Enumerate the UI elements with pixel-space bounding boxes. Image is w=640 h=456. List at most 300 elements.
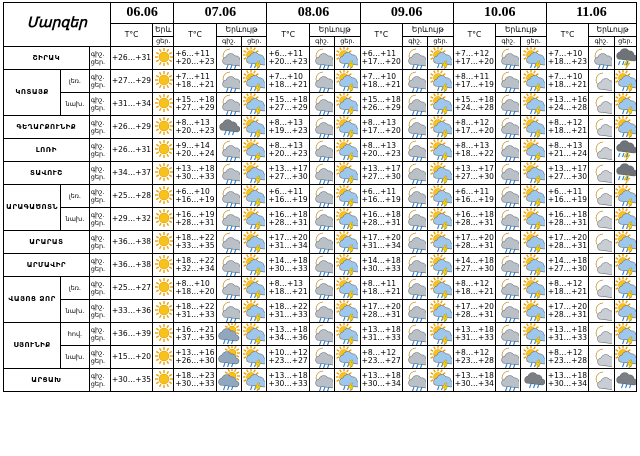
day-temp: +17…+20 — [454, 126, 494, 135]
day-temp: +28…+31 — [454, 218, 494, 227]
night-label: գիշ. — [90, 95, 105, 104]
night-temp: +13…+18 — [361, 324, 401, 334]
day-temp: +32…+34 — [175, 264, 215, 273]
temperature-range — [546, 208, 588, 231]
temperature-range — [360, 47, 402, 70]
moon-cloud-icon — [216, 300, 241, 323]
temperature-range — [267, 70, 309, 93]
sun-cloud-icon — [521, 277, 546, 300]
moon-cloud-icon — [309, 47, 334, 70]
sun-cloud-icon — [335, 208, 360, 231]
moon-cloud-icon — [309, 300, 334, 323]
sun-cloud-icon — [614, 208, 636, 231]
night-temp: +16…+18 — [547, 209, 588, 219]
moon-cloud-icon — [402, 93, 427, 116]
sun-cloud-icon — [614, 231, 636, 254]
sun-cloud-icon — [614, 70, 636, 93]
night-label: գիշ. — [90, 49, 105, 58]
day-temp: +25…+27 — [111, 282, 152, 292]
sun-cloud-icon — [335, 116, 360, 139]
sun-cloud-icon — [242, 208, 267, 231]
day-label: ցեր. — [90, 380, 106, 388]
moon-cloud-icon — [216, 162, 241, 185]
temperature-range — [546, 162, 588, 185]
day-night-labels — [89, 231, 110, 254]
moon-cloud-icon — [216, 185, 241, 208]
temperature-range — [453, 277, 495, 300]
temperature-range — [174, 323, 216, 346]
temperature-range — [267, 231, 309, 254]
night-subheader: գիշ. — [589, 37, 614, 47]
temperature-range — [546, 369, 588, 392]
temp-header: T°C — [110, 24, 152, 47]
sun-cloud-icon — [242, 323, 267, 346]
day-temp: +33…+35 — [175, 241, 215, 250]
moon-icon — [589, 346, 614, 369]
day-subheader: ցեր. — [153, 37, 174, 47]
night-temp: +16…+21 — [175, 324, 215, 334]
sun-icon — [153, 47, 174, 70]
day-temp: +28…+31 — [361, 218, 401, 227]
sun-cloud-icon — [521, 116, 546, 139]
table-row — [4, 346, 637, 369]
day-temp: +23…+27 — [361, 356, 401, 365]
moon-cloud-icon — [402, 47, 427, 70]
moon-cloud-icon — [309, 116, 334, 139]
day-temp: +28…+31 — [547, 310, 588, 319]
region-name: ԱՐԱԳԱԾՈՏՆ — [4, 185, 61, 231]
storm-icon — [614, 47, 636, 70]
temperature-range — [360, 254, 402, 277]
night-temp: +14…+18 — [454, 255, 494, 265]
temperature-range — [110, 231, 152, 254]
sun-cloud-icon — [614, 277, 636, 300]
cloud-sun-icon — [216, 346, 241, 369]
moon-cloud-icon — [402, 139, 427, 162]
sun-cloud-icon — [521, 300, 546, 323]
night-label: գիշ. — [90, 72, 105, 81]
sun-cloud-icon — [428, 231, 453, 254]
table-row — [4, 208, 637, 231]
night-temp: +8…+13 — [268, 117, 303, 127]
sun-cloud-icon — [335, 231, 360, 254]
day-night-labels — [89, 185, 110, 208]
night-temp: +8…+11 — [454, 71, 490, 81]
day-label: ցեր. — [90, 242, 106, 250]
night-temp: +8…+12 — [454, 278, 490, 288]
sun-cloud-icon — [428, 70, 453, 93]
sun-icon — [153, 70, 174, 93]
moon-icon — [589, 208, 614, 231]
day-temp: +23…+28 — [547, 356, 588, 365]
temperature-range — [267, 346, 309, 369]
temperature-range — [453, 346, 495, 369]
table-row — [4, 369, 637, 392]
night-temp: +17…+20 — [361, 301, 401, 311]
day-temp: +31…+33 — [175, 310, 215, 319]
day-temp: +29…+32 — [111, 213, 152, 223]
sun-cloud-icon — [428, 277, 453, 300]
day-temp: +24…+28 — [454, 103, 494, 112]
moon-cloud-icon — [402, 277, 427, 300]
day-temp: +30…+33 — [268, 264, 308, 273]
night-temp: +8…+12 — [361, 347, 396, 357]
temperature-range — [267, 277, 309, 300]
day-temp: +25…+28 — [111, 190, 152, 200]
cloud-sun-icon — [216, 323, 241, 346]
moon-cloud-icon — [496, 231, 521, 254]
cloud-icon — [216, 116, 241, 139]
day-night-labels — [89, 208, 110, 231]
moon-cloud-icon — [216, 208, 241, 231]
temperature-range — [267, 369, 309, 392]
night-temp: +9…+14 — [175, 140, 210, 150]
temperature-range — [546, 70, 588, 93]
sun-cloud-icon — [335, 277, 360, 300]
temperature-range — [267, 300, 309, 323]
day-temp: +24…+28 — [547, 103, 588, 112]
sun-cloud-icon — [521, 208, 546, 231]
temperature-range — [267, 139, 309, 162]
moon-cloud-icon — [496, 208, 521, 231]
night-label: գիշ. — [90, 371, 105, 380]
night-temp: +6…+11 — [268, 48, 303, 58]
temperature-range — [453, 116, 495, 139]
sun-icon — [153, 139, 174, 162]
night-temp: +13…+17 — [454, 163, 494, 173]
temperature-range — [453, 208, 495, 231]
sun-icon — [153, 277, 174, 300]
moon-cloud-icon — [402, 254, 427, 277]
day-temp: +31…+33 — [361, 333, 401, 342]
night-temp: +17…+20 — [268, 232, 308, 242]
temperature-range — [110, 162, 152, 185]
day-label: ցեր. — [90, 127, 106, 135]
sun-icon — [153, 208, 174, 231]
sun-cloud-icon — [242, 116, 267, 139]
zone-name: հով. — [61, 323, 90, 346]
temperature-range — [546, 346, 588, 369]
sun-cloud-icon — [428, 162, 453, 185]
moon-icon — [589, 139, 614, 162]
night-temp: +7…+12 — [454, 48, 490, 58]
day-temp: +20…+23 — [268, 149, 308, 158]
day-temp: +30…+33 — [175, 172, 215, 181]
day-subheader: ցեր. — [335, 37, 360, 47]
day-temp: +30…+33 — [361, 264, 401, 273]
night-subheader: գիշ. — [402, 37, 427, 47]
day-night-labels — [89, 116, 110, 139]
moon-cloud-icon — [216, 231, 241, 254]
moon-cloud-icon — [309, 70, 334, 93]
night-temp: +7…+10 — [268, 71, 303, 81]
table-row — [4, 277, 637, 300]
night-temp: +16…+18 — [361, 209, 401, 219]
temperature-range — [546, 323, 588, 346]
sun-cloud-icon — [428, 323, 453, 346]
moon-cloud-icon — [496, 116, 521, 139]
day-temp: +30…+35 — [111, 374, 152, 384]
day-temp: +27…+30 — [454, 264, 494, 273]
temperature-range — [453, 300, 495, 323]
day-temp: +28…+31 — [268, 218, 308, 227]
moon-cloud-icon — [216, 277, 241, 300]
moon-cloud-icon — [402, 346, 427, 369]
sun-cloud-icon — [335, 185, 360, 208]
day-label: ցեր. — [90, 58, 106, 66]
night-subheader: գիշ. — [496, 37, 521, 47]
night-label: գիշ. — [90, 348, 105, 357]
region-name: ՍՅՈՒՆԻՔ — [4, 323, 61, 369]
temperature-range — [110, 93, 152, 116]
day-temp: +23…+27 — [268, 356, 308, 365]
storm-icon — [614, 162, 636, 185]
table-row — [4, 254, 637, 277]
temperature-range — [110, 47, 152, 70]
moon-cloud-icon — [216, 139, 241, 162]
night-temp: +13…+16 — [175, 347, 215, 357]
cloud-icon — [614, 369, 636, 392]
moon-cloud-icon — [216, 47, 241, 70]
sun-icon — [153, 254, 174, 277]
moon-cloud-icon — [402, 185, 427, 208]
sun-icon — [153, 369, 174, 392]
moon-cloud-icon — [496, 47, 521, 70]
day-temp: +18…+21 — [547, 287, 588, 296]
moon-cloud-icon — [496, 254, 521, 277]
night-temp: +8…+11 — [361, 278, 396, 288]
moon-cloud-icon — [309, 208, 334, 231]
sun-cloud-icon — [335, 139, 360, 162]
table-row — [4, 139, 637, 162]
night-temp: +7…+11 — [175, 71, 210, 81]
temperature-range — [360, 185, 402, 208]
temperature-range — [110, 208, 152, 231]
sun-cloud-icon — [335, 369, 360, 392]
moon-cloud-icon — [496, 162, 521, 185]
table-row — [4, 93, 637, 116]
moon-cloud-icon — [309, 139, 334, 162]
sun-cloud-icon — [335, 323, 360, 346]
temperature-range — [110, 277, 152, 300]
night-temp: +13…+17 — [361, 163, 401, 173]
night-temp: +13…+17 — [268, 163, 308, 173]
moon-cloud-icon — [402, 70, 427, 93]
zone-name: նախ. — [61, 208, 90, 231]
day-night-labels — [89, 369, 110, 392]
temperature-range — [546, 185, 588, 208]
day-temp: +37…+35 — [175, 333, 215, 342]
night-temp: +13…+18 — [268, 324, 308, 334]
moon-cloud-icon — [309, 369, 334, 392]
day-temp: +36…+39 — [111, 328, 152, 338]
day-night-labels — [89, 70, 110, 93]
region-name: ԱՐՄԱՎԻՐ — [4, 254, 90, 277]
moon-cloud-icon — [309, 93, 334, 116]
day-temp: +31…+33 — [454, 333, 494, 342]
night-temp: +17…+20 — [547, 301, 588, 311]
day-label: ցեր. — [90, 104, 106, 112]
day-temp: +26…+29 — [361, 103, 401, 112]
sun-cloud-icon — [242, 231, 267, 254]
night-temp: +13…+18 — [547, 370, 588, 380]
temperature-range — [453, 254, 495, 277]
night-temp: +6…+11 — [268, 186, 303, 196]
moon-icon — [589, 369, 614, 392]
day-temp: +18…+21 — [268, 287, 308, 296]
day-temp: +33…+36 — [111, 305, 152, 315]
sun-icon — [153, 116, 174, 139]
moon-cloud-icon — [402, 162, 427, 185]
night-temp: +17…+20 — [454, 232, 494, 242]
day-temp: +28…+31 — [454, 310, 494, 319]
day-temp: +20…+24 — [175, 149, 215, 158]
moon-icon — [589, 323, 614, 346]
moon-cloud-icon — [309, 277, 334, 300]
date-header: 10.06 — [453, 3, 546, 24]
night-temp: +18…+22 — [268, 301, 308, 311]
day-temp: +34…+37 — [111, 167, 152, 177]
night-temp: +18…+22 — [175, 255, 215, 265]
date-header: 11.06 — [546, 3, 636, 24]
phenomena-header: Երևույթ — [589, 24, 637, 37]
night-temp: +8…+13 — [454, 140, 490, 150]
day-temp: +17…+20 — [454, 57, 494, 66]
region-column-header: Մարզեր — [4, 3, 111, 47]
day-label: ցեր. — [90, 150, 106, 158]
day-temp: +28…+31 — [454, 241, 494, 250]
temperature-range — [174, 162, 216, 185]
temperature-range — [360, 277, 402, 300]
cloud-sun-icon — [216, 369, 241, 392]
moon-cloud-icon — [216, 70, 241, 93]
sun-cloud-icon — [428, 208, 453, 231]
day-temp: +16…+19 — [175, 195, 215, 204]
day-night-labels — [89, 300, 110, 323]
sun-cloud-icon — [614, 254, 636, 277]
night-temp: +8…+13 — [361, 140, 396, 150]
moon-icon — [589, 116, 614, 139]
day-temp: +27…+30 — [268, 172, 308, 181]
sun-cloud-icon — [521, 70, 546, 93]
day-temp: +36…+38 — [111, 259, 152, 269]
day-temp: +27…+29 — [175, 103, 215, 112]
moon-cloud-icon — [402, 300, 427, 323]
region-name: ԱՐՑԱԽ — [4, 369, 90, 392]
day-subheader: ցեր. — [242, 37, 267, 47]
sun-cloud-icon — [428, 369, 453, 392]
sun-cloud-icon — [335, 70, 360, 93]
night-temp: +6…+10 — [175, 186, 210, 196]
temperature-range — [453, 323, 495, 346]
sun-cloud-icon — [242, 47, 267, 70]
sun-cloud-icon — [521, 162, 546, 185]
night-temp: +17…+20 — [454, 301, 494, 311]
day-temp: +26…+31 — [111, 144, 152, 154]
table-row — [4, 116, 637, 139]
day-temp: +18…+21 — [175, 80, 215, 89]
day-temp: +18…+21 — [361, 80, 401, 89]
temperature-range — [110, 139, 152, 162]
day-night-labels — [89, 139, 110, 162]
temperature-range — [267, 47, 309, 70]
temperature-range — [174, 254, 216, 277]
zone-name: լեռ. — [61, 70, 90, 93]
moon-cloud-icon — [216, 93, 241, 116]
day-temp: +30…+33 — [268, 379, 308, 388]
night-temp: +7…+10 — [547, 71, 583, 81]
day-temp: +18…+21 — [361, 287, 401, 296]
night-temp: +7…+10 — [361, 71, 396, 81]
night-temp: +13…+18 — [547, 324, 588, 334]
temperature-range — [453, 185, 495, 208]
day-temp: +18…+20 — [175, 287, 215, 296]
moon-cloud-icon — [402, 116, 427, 139]
day-temp: +28…+31 — [361, 310, 401, 319]
day-temp: +28…+31 — [547, 218, 588, 227]
temperature-range — [360, 162, 402, 185]
night-temp: +16…+18 — [454, 209, 494, 219]
moon-cloud-icon — [309, 254, 334, 277]
temperature-range — [360, 208, 402, 231]
day-subheader: ցեր. — [428, 37, 453, 47]
temperature-range — [453, 231, 495, 254]
temp-header: T°C — [453, 24, 495, 47]
moon-cloud-icon — [496, 139, 521, 162]
day-temp: +28…+31 — [175, 218, 215, 227]
temperature-range — [174, 185, 216, 208]
temperature-range — [453, 369, 495, 392]
sun-cloud-icon — [521, 346, 546, 369]
night-label: գիշ. — [90, 210, 105, 219]
temperature-range — [110, 369, 152, 392]
day-temp: +16…+19 — [454, 195, 494, 204]
day-temp: +18…+23 — [547, 57, 588, 66]
day-temp: +20…+23 — [175, 57, 215, 66]
day-temp: +31…+34 — [268, 241, 308, 250]
day-subheader: ցեր. — [614, 37, 636, 47]
moon-cloud-icon — [402, 208, 427, 231]
temperature-range — [546, 300, 588, 323]
moon-icon — [589, 70, 614, 93]
sun-cloud-icon — [335, 300, 360, 323]
sun-cloud-icon — [428, 254, 453, 277]
night-subheader: գիշ. — [309, 37, 334, 47]
sun-icon — [153, 185, 174, 208]
day-night-labels — [89, 162, 110, 185]
day-subheader: ցեր. — [521, 37, 546, 47]
day-temp: +28…+31 — [547, 241, 588, 250]
moon-cloud-icon — [402, 231, 427, 254]
temperature-range — [546, 277, 588, 300]
temperature-range — [267, 208, 309, 231]
day-temp: +30…+33 — [175, 379, 215, 388]
sun-icon — [153, 346, 174, 369]
day-temp: +18…+21 — [454, 287, 494, 296]
day-temp: +31…+34 — [111, 98, 152, 108]
sun-cloud-icon — [614, 300, 636, 323]
night-temp: +17…+20 — [361, 232, 401, 242]
sun-cloud-icon — [521, 139, 546, 162]
moon-cloud-icon — [496, 346, 521, 369]
temperature-range — [453, 70, 495, 93]
temperature-range — [174, 346, 216, 369]
temperature-range — [546, 231, 588, 254]
table-row — [4, 70, 637, 93]
day-temp: +27…+30 — [454, 172, 494, 181]
sun-icon — [153, 323, 174, 346]
sun-cloud-icon — [242, 139, 267, 162]
